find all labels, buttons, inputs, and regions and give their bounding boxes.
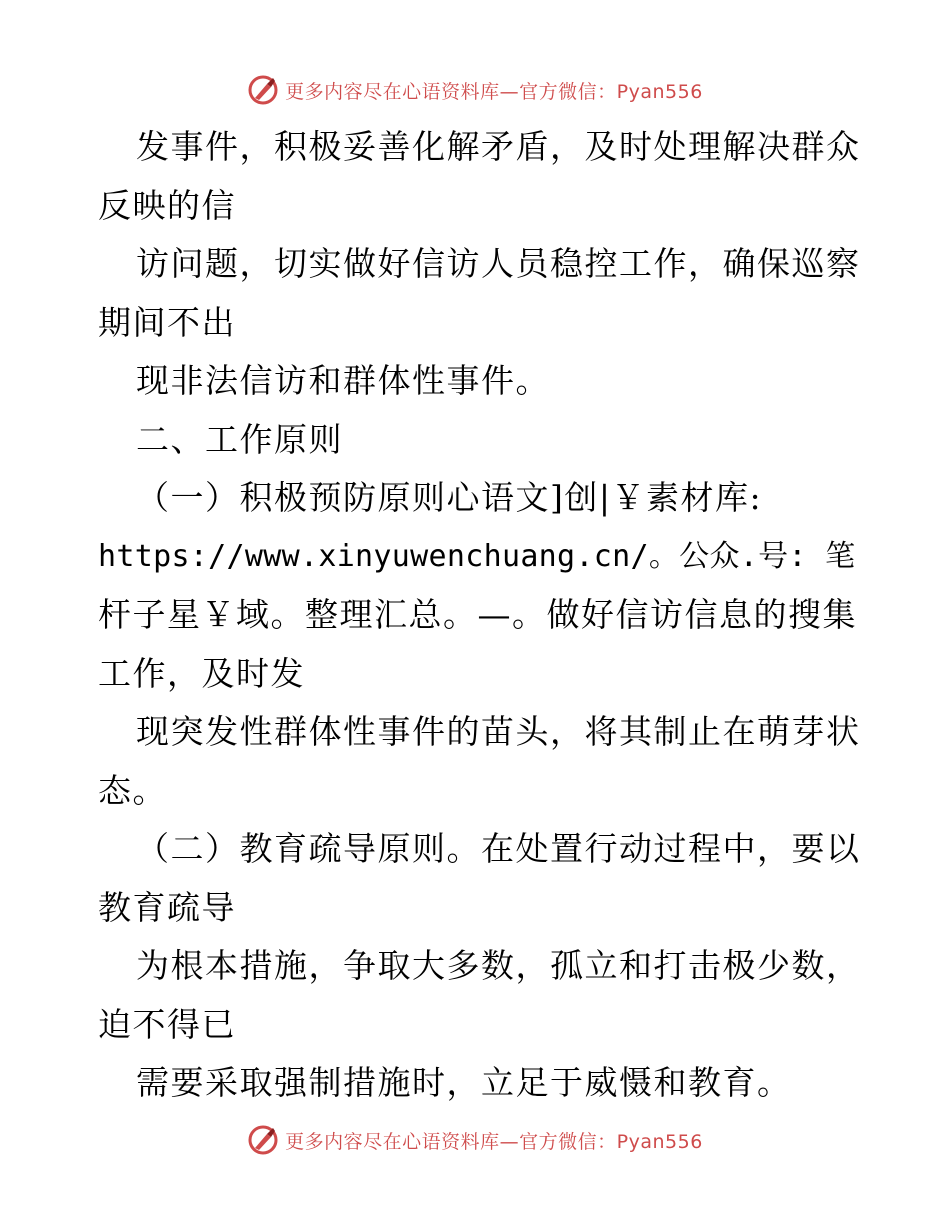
paragraph-line: 态。 bbox=[98, 770, 167, 810]
footer-watermark bbox=[0, 1120, 950, 1160]
watermark-text: 更多内容尽在心语资料库—官方微信：Pyan556 bbox=[285, 80, 703, 103]
section-heading: 二、工作原则 bbox=[136, 419, 343, 459]
paragraph-line: 期间不出 bbox=[98, 302, 236, 342]
paragraph-line: 访问题，切实做好信访人员稳控工作，确保巡察 bbox=[136, 244, 861, 283]
paragraph-line: 需要采取强制措施时，立足于威慑和教育。 bbox=[136, 1063, 792, 1102]
paragraph-line: 发事件，积极妥善化解矛盾，及时处理解决群众 bbox=[136, 127, 861, 166]
paragraph-line: 迫不得已 bbox=[98, 1004, 236, 1044]
paragraph-line: 杆子星￥域。整理汇总。—。做好信访信息的搜集 bbox=[98, 595, 857, 634]
url-line: https://www.xinyuwenchuang.cn/。公众.号: 笔 bbox=[98, 538, 856, 574]
paragraph-line: （二）教育疏导原则。在处置行动过程中，要以 bbox=[136, 829, 861, 868]
paragraph-line: （一）积极预防原则心语文]创|￥素材库: bbox=[136, 478, 763, 517]
paragraph-line: 现非法信访和群体性事件。 bbox=[136, 361, 550, 400]
paragraph-line: 反映的信 bbox=[98, 185, 236, 225]
paragraph-line: 教育疏导 bbox=[98, 887, 236, 927]
pen-nib-circle-icon bbox=[247, 74, 279, 106]
watermark-text: 更多内容尽在心语资料库—官方微信：Pyan556 bbox=[285, 1130, 703, 1153]
paragraph-line: 工作，及时发 bbox=[98, 653, 305, 693]
pen-nib-circle-icon bbox=[247, 1124, 279, 1156]
paragraph-line: 现突发性群体性事件的苗头，将其制止在萌芽状 bbox=[136, 712, 861, 751]
paragraph-line: 为根本措施，争取大多数，孤立和打击极少数， bbox=[136, 946, 861, 985]
document-body bbox=[98, 118, 861, 1113]
header-watermark bbox=[0, 70, 950, 110]
